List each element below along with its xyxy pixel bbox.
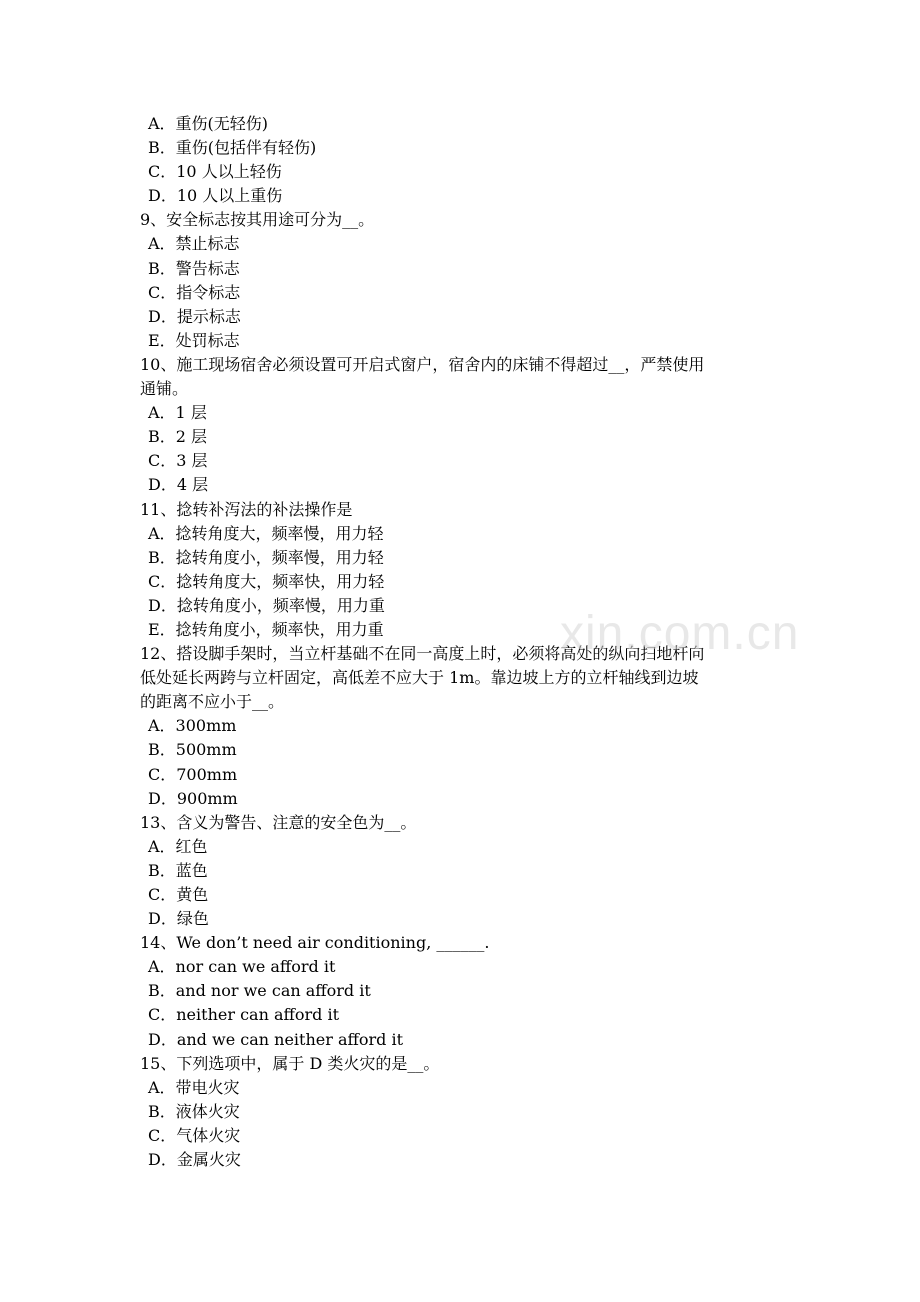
answer-option: D．10 人以上重伤: [148, 186, 283, 206]
answer-option: C．neither can afford it: [148, 1005, 340, 1025]
answer-option: A．红色: [148, 836, 208, 856]
answer-option: D．金属火灾: [148, 1150, 241, 1170]
answer-option: D．绿色: [148, 909, 209, 929]
answer-option: B．液体火灾: [148, 1101, 240, 1121]
answer-option: B．捻转角度小，频率慢，用力轻: [148, 547, 384, 567]
answer-option: B．警告标志: [148, 258, 240, 278]
answer-option: B．and nor we can afford it: [148, 981, 371, 1001]
answer-option: D．4 层: [148, 475, 209, 495]
answer-option: B．蓝色: [148, 860, 208, 880]
question-text: 12、搭设脚手架时，当立杆基础不在同一高度上时，必须将高处的纵向扫地杆向: [140, 644, 705, 664]
answer-option: A．带电火灾: [148, 1077, 240, 1097]
answer-option: A．1 层: [148, 403, 207, 423]
question-text: 10、施工现场宿舍必须设置可开启式窗户，宿舍内的床铺不得超过__，严禁使用: [140, 354, 705, 374]
answer-option: A．禁止标志: [148, 234, 240, 254]
question-text: 13、含义为警告、注意的安全色为__。: [140, 812, 417, 832]
document-body: [140, 112, 790, 1172]
answer-option: C．气体火灾: [148, 1125, 241, 1145]
question-text: 低处延长两跨与立杆固定，高低差不应大于 1m。靠边坡上方的立杆轴线到边坡: [140, 668, 699, 688]
answer-option: C．3 层: [148, 451, 208, 471]
answer-option: A．300mm: [148, 716, 237, 736]
question-text: 14、We don’t need air conditioning, ______.: [140, 933, 490, 953]
watermark: xin.com.cn: [560, 607, 800, 660]
answer-option: C．指令标志: [148, 282, 241, 302]
answer-option: D．提示标志: [148, 306, 241, 326]
answer-option: C．700mm: [148, 764, 238, 784]
answer-option: D．捻转角度小，频率慢，用力重: [148, 595, 385, 615]
answer-option: C．黄色: [148, 885, 209, 904]
answer-option: B．2 层: [148, 427, 208, 447]
answer-option: C．捻转角度大，频率快，用力轻: [148, 571, 385, 591]
answer-option: A．捻转角度大，频率慢，用力轻: [148, 523, 384, 543]
answer-option: A．nor can we afford it: [148, 957, 336, 977]
question-text: 通铺。: [140, 379, 189, 399]
answer-option: E．处罚标志: [148, 330, 240, 350]
question-text: 11、捻转补泻法的补法操作是: [140, 499, 353, 519]
question-text: 15、下列选项中，属于 D 类火灾的是__。: [140, 1053, 440, 1073]
answer-option: C．10 人以上轻伤: [148, 162, 282, 182]
answer-option: A．重伤(无轻伤): [148, 114, 269, 133]
answer-option: D．and we can neither afford it: [148, 1029, 404, 1049]
question-text: 9、安全标志按其用途可分为__。: [140, 210, 375, 230]
answer-option: D．900mm: [148, 788, 238, 808]
question-text: 的距离不应小于__。: [140, 692, 285, 712]
answer-option: B．重伤(包括伴有轻伤): [148, 138, 317, 158]
answer-option: B．500mm: [148, 740, 237, 760]
answer-option: E．捻转角度小，频率快，用力重: [148, 619, 384, 639]
